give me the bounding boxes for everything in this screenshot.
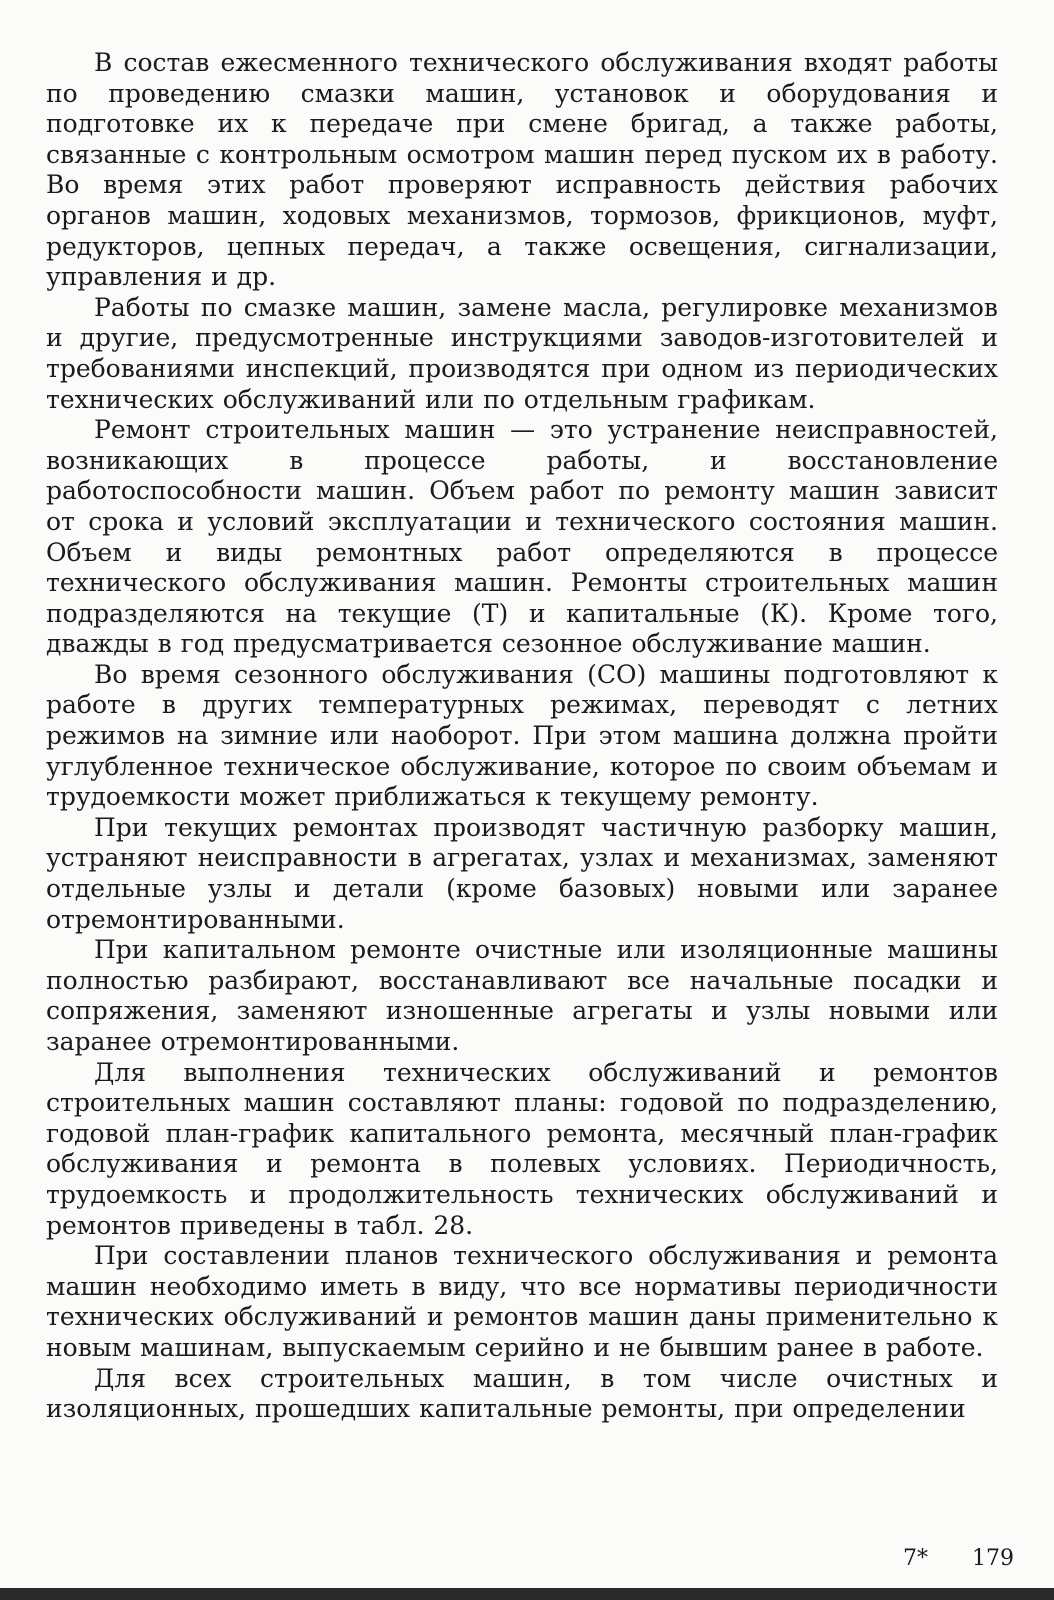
paragraph: В состав ежесменного технического обслуживания входят работы по проведению смазки машин, установок и оборудования и подготовке их к передаче при смене бригад, а также работы, связанные с контрольным осмотром машин перед пуском их в работу. Во время этих работ проверяют исправность действия рабочих органов машин, ходовых механизмов, тормозов, фрикционов, муфт, редукторов, цепных передач, а также освещения, сигнализации, управления и др. — [46, 48, 998, 292]
paragraph: При капитальном ремонте очистные или изоляционные машины полностью разбирают, восстанавливают все начальные посадки и сопряжения, заменяют изношенные агрегаты и узлы новыми или заранее отремонтированными. — [46, 935, 998, 1056]
page-number: 179 — [972, 1546, 1014, 1571]
signature-mark: 7* — [903, 1546, 928, 1571]
scan-edge-divider — [0, 1588, 1054, 1600]
paragraph: При составлении планов технического обслуживания и ремонта машин необходимо иметь в виду, что все нормативы периодичности технических обслуживаний и ремонтов машин даны применительно к новым машинам, выпускаемым серийно и не бывшим ранее в работе. — [46, 1241, 998, 1362]
paragraph: При текущих ремонтах производят частичную разборку машин, устраняют неисправности в агрегатах, узлах и механизмах, заменяют отдельные узлы и детали (кроме базовых) новыми или заранее отремонтированными. — [46, 812, 998, 934]
paragraph: Ремонт строительных машин — это устранение неисправностей, возникающих в процессе работы, и восстановление работоспособности машин. Объем работ по ремонту машин зависит от срока и условий эксплуатации и технического состояния машин. Объем и виды ремонтных работ определяются в процессе технического обслуживания машин. Ремонты строительных машин подразделяются на текущие (Т) и капитальные (К). Кроме того, дважды в год предусматривается сезонное обслуживание машин. — [46, 415, 998, 659]
paragraph: Работы по смазке машин, замене масла, регулировке механизмов и другие, предусмотренные инструкциями заводов-изготовителей и требованиями инспекций, производятся при одном из периодических технических обслуживаний или по отдельным графикам. — [46, 292, 998, 414]
paragraph: Для выполнения технических обслуживаний и ремонтов строительных машин составляют планы: годовой по подразделению, годовой план-график капитального ремонта, месячный план-график обслуживания и ремонта в полевых условиях. Периодичность, трудоемкость и продолжительность технических обслуживаний и ремонтов приведены в табл. 28. — [46, 1057, 998, 1240]
paragraph: Для всех строительных машин, в том числе очистных и изоляционных, прошедших капитальные ремонты, при определении — [46, 1363, 998, 1424]
paragraph: Во время сезонного обслуживания (СО) машины подготовляют к работе в других температурных режимах, переводят с летних режимов на зимние или наоборот. При этом машина должна пройти углубленное техническое обслуживание, которое по своим объемам и трудоемкости может приближаться к текущему ремонту. — [46, 659, 998, 812]
body-text — [46, 48, 998, 1425]
